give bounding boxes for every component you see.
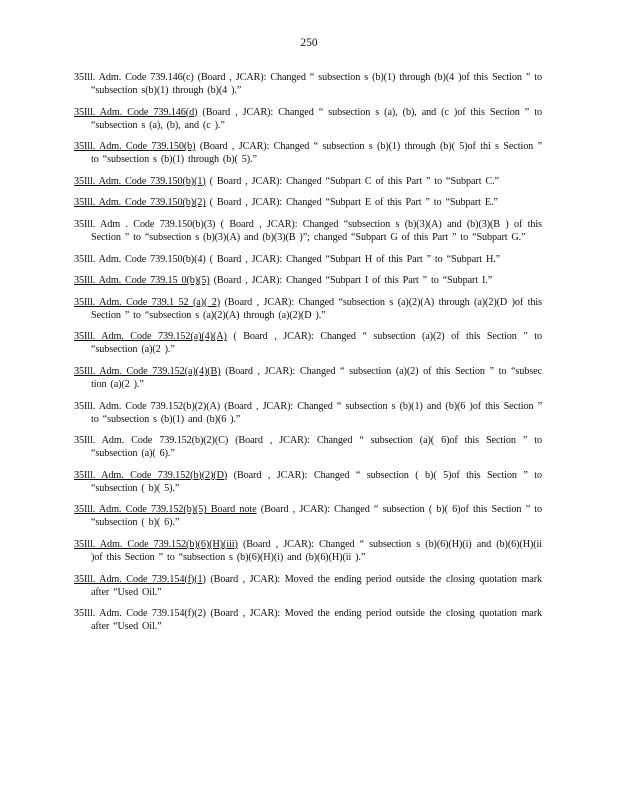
code-citation: 35Ill. Adm. Code 739.150(b) bbox=[74, 141, 196, 153]
amendment-entry bbox=[74, 140, 542, 166]
amendment-list bbox=[74, 71, 542, 642]
code-citation: 35Ill. Adm. Code 739.1 52 (a)( 2) bbox=[74, 296, 220, 308]
change-description: (Board , JCAR): Changed “ subsection s (b)(1) through (b)(4 )of this Section ” to “subsection s(b)(1) through (b)(4 ).” bbox=[91, 72, 542, 96]
amendment-entry bbox=[74, 106, 542, 132]
amendment-entry bbox=[74, 365, 542, 391]
change-description: (Board , JCAR): Changed “ subsection ( b)( 5)of this Section ” to “subsection ( b)( 5).” bbox=[91, 469, 542, 494]
amendment-entry bbox=[74, 175, 542, 188]
code-citation: 35Ill. Adm. Code 739.15 0(b)(5) bbox=[74, 275, 210, 287]
amendment-entry bbox=[74, 71, 542, 97]
change-description: (Board , JCAR): Changed “ subsection (a)(2) of this Section ” to “subsec tion (a)(2 ).” bbox=[91, 365, 542, 390]
code-citation: 35Ill. Adm. Code 739.154(f)(2) bbox=[74, 608, 206, 620]
change-description: ( Board , JCAR): Changed “subsection s (b)(3)(A) and (b)(3)(B ) of this Section ” to “subsection s (b)(3)(A) and (b)(3)(B )”; changed “Subpart G of this Part ” to “Subpart G.” bbox=[91, 218, 543, 243]
change-description: (Board , JCAR): Changed “ subsection s (b)(6)(H)(i) and (b)(6)(H)(ii )of this Section ” to “subsection s (b)(6)(H)(i) and (b)(6)(H)(ii ).” bbox=[91, 538, 542, 563]
code-citation: 35Ill. Adm . Code 739.150(b)(3) bbox=[74, 218, 216, 230]
change-description: (Board , JCAR): Changed “ subsection s (b)(1) and (b)(6 )of this Section ” to “subsection s (b)(1) and (b)(6 ).” bbox=[91, 400, 542, 425]
code-citation: 35Ill. Adm. Code 739.152(b)(6)(H)(iii) bbox=[74, 538, 238, 550]
code-citation: 35Ill. Adm. Code 739.152(b)(5) Board note bbox=[74, 504, 257, 516]
code-citation: 35Ill. Adm. Code 739.152(b)(2)(C) bbox=[74, 435, 229, 447]
amendment-entry bbox=[74, 469, 542, 495]
change-description: ( Board , JCAR): Changed “Subpart H of this Part ” to “Subpart H.” bbox=[209, 253, 501, 265]
change-description: ( Board , JCAR): Changed “ subsection (a)(2) of this Section ” to “subsection (a)(2 ).” bbox=[91, 331, 542, 356]
code-citation: 35Ill. Adm. Code 739.152(a)(4)(B) bbox=[74, 365, 221, 377]
code-citation: 35Ill. Adm. Code 739.152(b)(2)(A) bbox=[74, 400, 221, 412]
code-citation: 35Ill. Adm. Code 739.152(a)(4)(A) bbox=[74, 331, 227, 343]
amendment-entry bbox=[74, 434, 542, 460]
change-description: (Board , JCAR): Changed “ subsection ( b)( 6)of this Section ” to “subsection ( b)( 6).” bbox=[91, 504, 543, 529]
amendment-entry bbox=[74, 573, 542, 599]
change-description: ( Board , JCAR): Changed “Subpart E of this Part ” to “Subpart E.” bbox=[209, 197, 498, 209]
change-description: (Board , JCAR): Changed “ subsection s (a), (b), and (c )of this Section ” to “subsection s (a), (b), and (c ).” bbox=[91, 106, 542, 131]
amendment-entry bbox=[74, 274, 542, 287]
amendment-entry bbox=[74, 253, 542, 266]
amendment-entry bbox=[74, 330, 542, 356]
change-description: (Board , JCAR): Moved the ending period outside the closing quotation mark after “Used Oil.” bbox=[91, 608, 542, 633]
amendment-entry bbox=[74, 296, 542, 322]
amendment-entry bbox=[74, 503, 542, 529]
code-citation: 35Ill. Adm. Code 739.154(f)(1) bbox=[74, 573, 206, 585]
code-citation: 35Ill. Adm. Code 739.150(b)(2) bbox=[74, 197, 206, 209]
page-number: 250 bbox=[300, 37, 318, 49]
amendment-entry bbox=[74, 538, 542, 564]
change-description: ( Board , JCAR): Changed “Subpart C of this Part ” to “Subpart C.” bbox=[209, 175, 499, 187]
code-citation: 35Ill. Adm. Code 739.146(d) bbox=[74, 106, 198, 118]
change-description: (Board , JCAR): Changed “Subpart I of this Part ” to “Subpart I.” bbox=[213, 275, 493, 287]
amendment-entry bbox=[74, 196, 542, 209]
code-citation: 35Ill. Adm. Code 739.146(c) bbox=[74, 72, 194, 83]
change-description: (Board , JCAR): Changed “ subsection s (b)(1) through (b)( 5)of thi s Section ” to “subsection s (b)(1) through (b)( 5).” bbox=[91, 141, 542, 166]
change-description: (Board , JCAR): Changed “subsection s (a)(2)(A) through (a)(2)(D )of this Section ” to “subsection s (a)(2)(A) through (a)(2)(D ).” bbox=[91, 296, 542, 321]
code-citation: 35Ill. Adm. Code 739.150(b)(1) bbox=[74, 175, 206, 187]
code-citation: 35Ill. Adm. Code 739.152(b)(2)(D) bbox=[74, 469, 228, 481]
code-citation: 35Ill. Adm. Code 739.150(b)(4) bbox=[74, 253, 206, 265]
change-description: (Board , JCAR): Moved the ending period outside the closing quotation mark after “Used Oil.” bbox=[91, 573, 542, 598]
amendment-entry bbox=[74, 400, 542, 426]
change-description: (Board , JCAR): Changed “ subsection (a)( 6)of this Section ” to “subsection (a)( 6).” bbox=[91, 435, 542, 460]
amendment-entry bbox=[74, 218, 542, 244]
amendment-entry bbox=[74, 607, 542, 633]
